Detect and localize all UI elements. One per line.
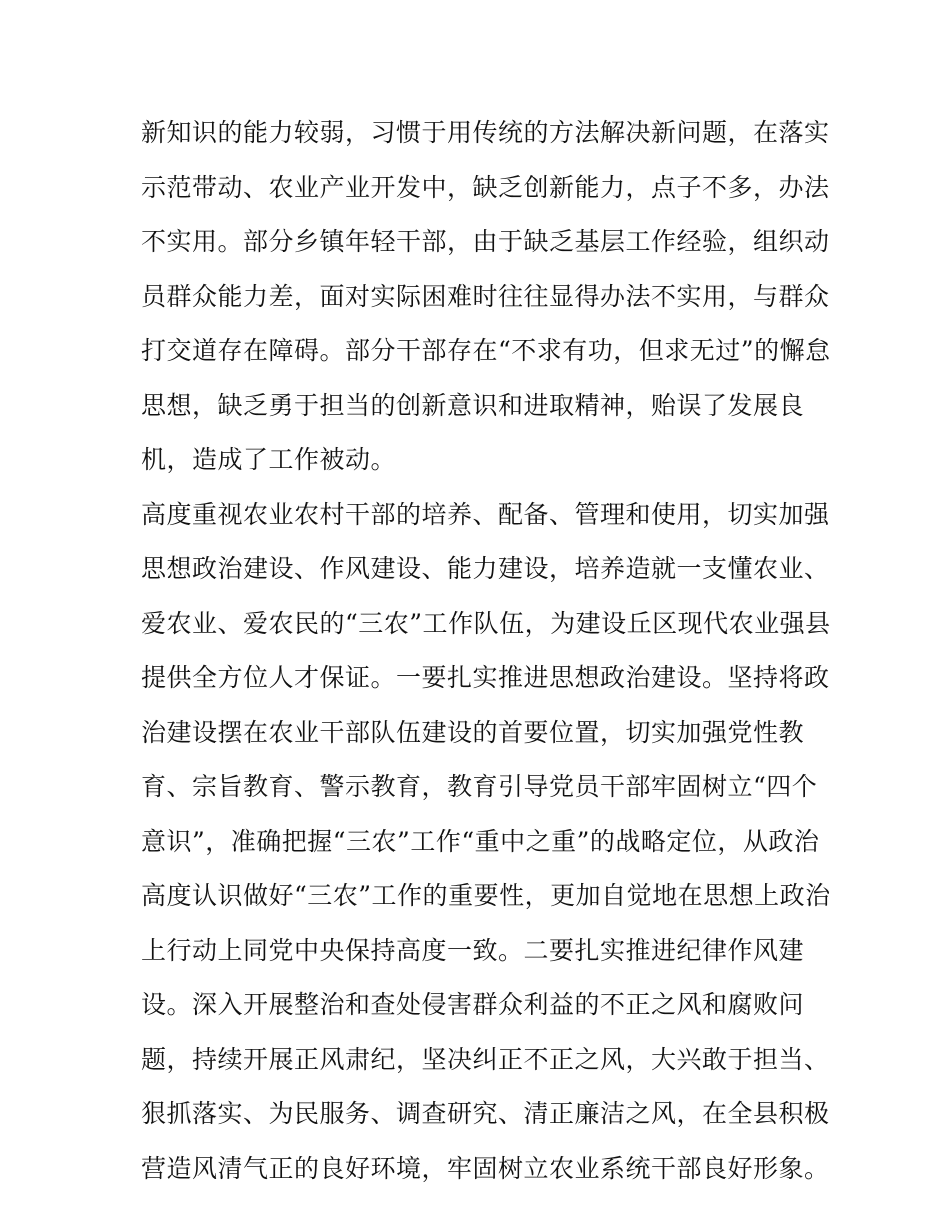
text-line: 爱农业、爱农民的“三农”工作队伍，为建设丘区现代农业强县 bbox=[141, 608, 831, 638]
text-line: 上行动上同党中央保持高度一致。二要扎实推进纪律作风建 bbox=[141, 935, 805, 965]
body-text bbox=[141, 106, 831, 1196]
text-line: 题，持续开展正风肃纪，坚决纠正不正之风，大兴敢于担当、 bbox=[141, 1044, 830, 1074]
text-line: 治建设摆在农业干部队伍建设的首要位置，切实加强党性教 bbox=[141, 717, 805, 747]
text-line: 思想，缺乏勇于担当的创新意识和进取精神，贻误了发展良 bbox=[141, 390, 805, 420]
text-line: 设。深入开展整治和查处侵害群众利益的不正之风和腐败问 bbox=[141, 990, 805, 1019]
text-line: 不实用。部分乡镇年轻干部，由于缺乏基层工作经验，组织动 bbox=[141, 227, 830, 256]
text-line: 营造风清气正的良好环境，牢固树立农业系统干部良好形象。 bbox=[141, 1153, 830, 1183]
text-line: 打交道存在障碍。部分干部存在“不求有功，但求无过”的懈怠 bbox=[141, 336, 831, 365]
text-line: 狠抓落实、为民服务、调查研究、清正廉洁之风，在全县积极 bbox=[141, 1099, 830, 1128]
text-line: 新知识的能力较弱，习惯于用传统的方法解决新问题，在落实 bbox=[141, 118, 830, 147]
text-line: 意识”，准确把握“三农”工作“重中之重”的战略定位，从政治 bbox=[141, 826, 820, 856]
text-line: 育、宗旨教育、警示教育，教育引导党员干部牢固树立“四个 bbox=[141, 772, 818, 801]
text-line: 高度认识做好“三农”工作的重要性，更加自觉地在思想上政治 bbox=[141, 881, 831, 910]
text-line: 示范带动、农业产业开发中，缺乏创新能力，点子不多，办法 bbox=[141, 172, 830, 202]
text-line: 机，造成了工作被动。 bbox=[141, 445, 397, 474]
text-line: 思想政治建设、作风建设、能力建设，培养造就一支懂农业、 bbox=[141, 554, 830, 583]
text-line: 员群众能力差，面对实际困难时往往显得办法不实用，与群众 bbox=[141, 281, 830, 311]
text-line: 高度重视农业农村干部的培养、配备、管理和使用，切实加强 bbox=[141, 499, 830, 529]
text-line: 提供全方位人才保证。一要扎实推进思想政治建设。坚持将政 bbox=[141, 663, 830, 692]
